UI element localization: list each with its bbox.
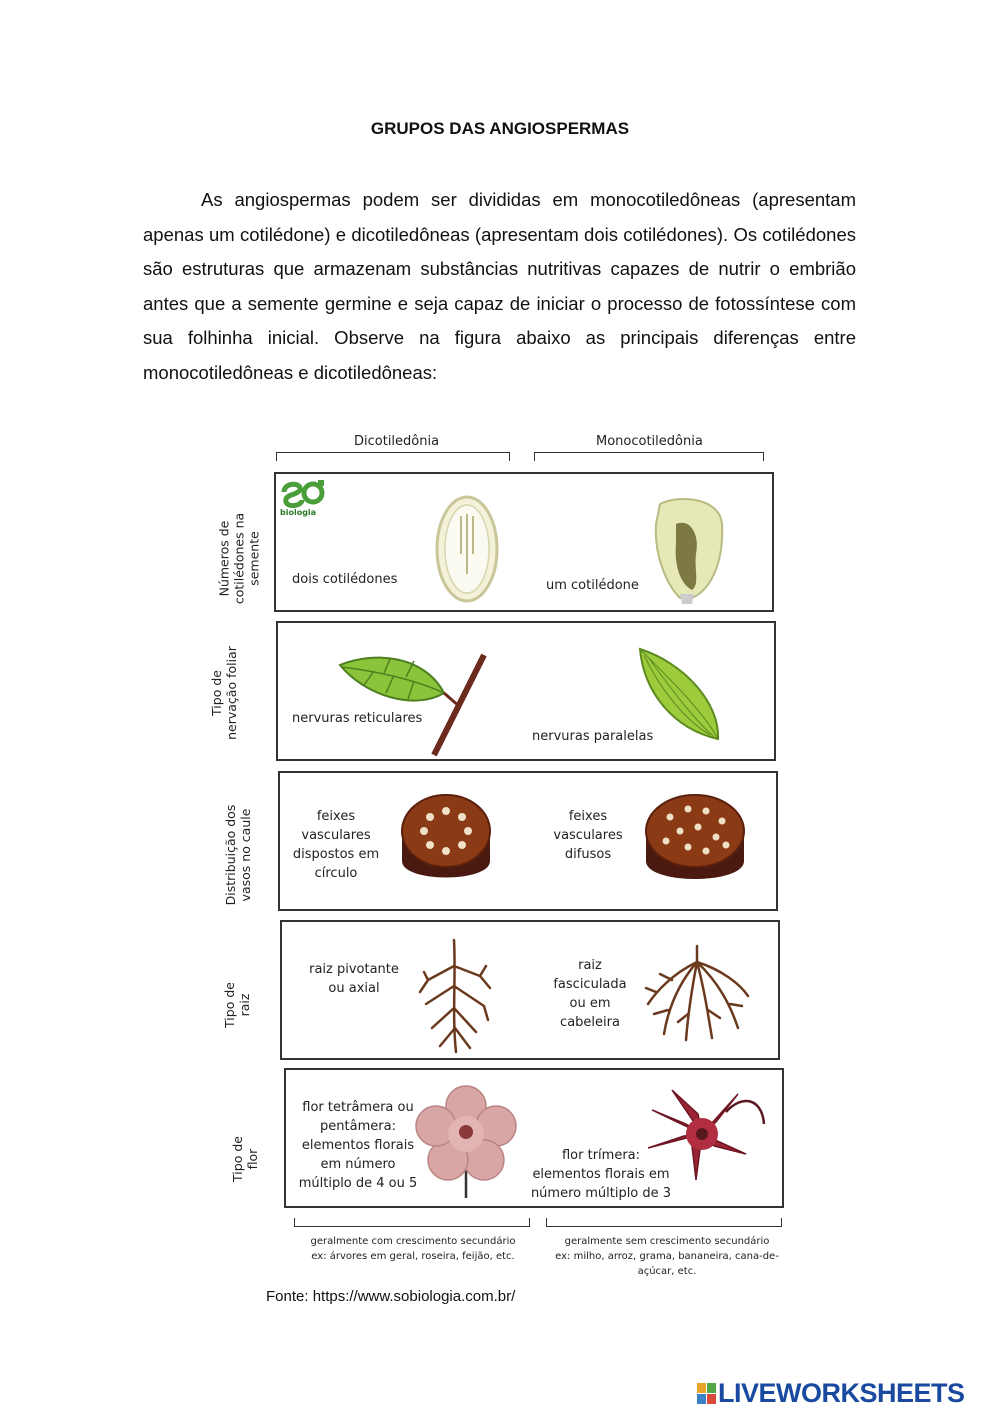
dicot-seed-icon [432, 494, 502, 604]
mono-stem-icon [640, 791, 750, 891]
sobiologia-logo [280, 478, 326, 517]
row-leaf [276, 621, 776, 761]
label-dicot-leaf: nervuras reticulares [292, 711, 423, 726]
note-dicot-line-1: geralmente com crescimento secundário [310, 1236, 516, 1247]
pentamerous-flower-icon [416, 1084, 516, 1200]
fibrous-root-icon [642, 944, 752, 1044]
label-mono-stem: feixes vasculares difusos [553, 809, 623, 862]
row-label-leaf: Tipo de nervação foliar [209, 646, 239, 740]
source-citation: Fonte: https://www.sobiologia.com.br/ [266, 1288, 516, 1305]
note-mono [552, 1234, 782, 1279]
column-header-dicot: Dicotiledônia [354, 434, 440, 449]
row-seed [274, 472, 774, 612]
reticulate-leaf-icon [334, 645, 494, 755]
logo-text: biologia [280, 508, 317, 517]
label-mono-seed: um cotilédone [546, 578, 639, 593]
label-dicot-seed: dois cotilédones [292, 572, 398, 587]
trimerous-flower-icon [642, 1084, 772, 1184]
taproot-icon [414, 936, 494, 1056]
row-stem [278, 771, 778, 911]
bracket-mono [534, 452, 764, 461]
row-flower [284, 1068, 784, 1208]
row-label-stem: Distribuição dos vasos no caule [223, 804, 253, 906]
liveworksheets-wordmark: LIVEWORKSHEETS [718, 1378, 965, 1408]
liveworksheets-logo [697, 1378, 965, 1409]
column-header-mono: Monocotiledônia [596, 434, 703, 449]
label-mono-flower: flor trímera: elementos florais em número múltiplo de 3 [530, 1148, 672, 1201]
label-dicot-flower: flor tetrâmera ou pentâmera: elementos florais em número múltiplo de 4 ou 5 [298, 1100, 418, 1191]
note-dicot-line-2: ex: árvores em geral, roseira, feijão, etc. [311, 1251, 515, 1262]
label-dicot-stem: feixes vasculares dispostos em círculo [292, 809, 380, 881]
note-mono-line-1: geralmente sem crescimento secundário [564, 1236, 770, 1247]
bottom-bracket-mono [546, 1218, 782, 1227]
dicot-stem-icon [396, 791, 496, 891]
comparison-figure [200, 428, 790, 1288]
row-label-flower: Tipo de flor [230, 1136, 260, 1182]
row-root [280, 920, 780, 1060]
liveworksheets-mark-icon [697, 1383, 716, 1404]
label-mono-leaf: nervuras paralelas [532, 729, 654, 744]
bracket-dicot [276, 452, 510, 461]
label-dicot-root: raiz pivotante ou axial [309, 962, 399, 996]
note-dicot [298, 1234, 528, 1264]
label-mono-root: raiz fasciculada ou em cabeleira [553, 958, 627, 1030]
bottom-bracket-dicot [294, 1218, 530, 1227]
row-label-seed: Números de cotilédones na semente [216, 512, 262, 605]
logo-icon [280, 478, 326, 508]
mono-seed-icon [650, 494, 730, 604]
note-mono-line-2: ex: milho, arroz, grama, bananeira, cana-de-açúcar, etc. [555, 1251, 779, 1277]
row-label-root: Tipo de raiz [222, 982, 252, 1028]
page-title: GRUPOS DAS ANGIOSPERMAS [370, 119, 630, 138]
intro-paragraph: As angiospermas podem ser divididas em monocotiledôneas (apresentam apenas um cotilédone) e dicotiledôneas (apresentam dois cotilédones). Os cotilédones são estruturas que armazenam substâncias nutritivas capazes de nutrir o embrião antes que a semente germine e seja capaz de iniciar o processo de fotossíntese com sua folhinha inicial. Observe na figura abaixo as principais diferenças entre monocotiledôneas e dicotiledôneas: [143, 189, 856, 383]
